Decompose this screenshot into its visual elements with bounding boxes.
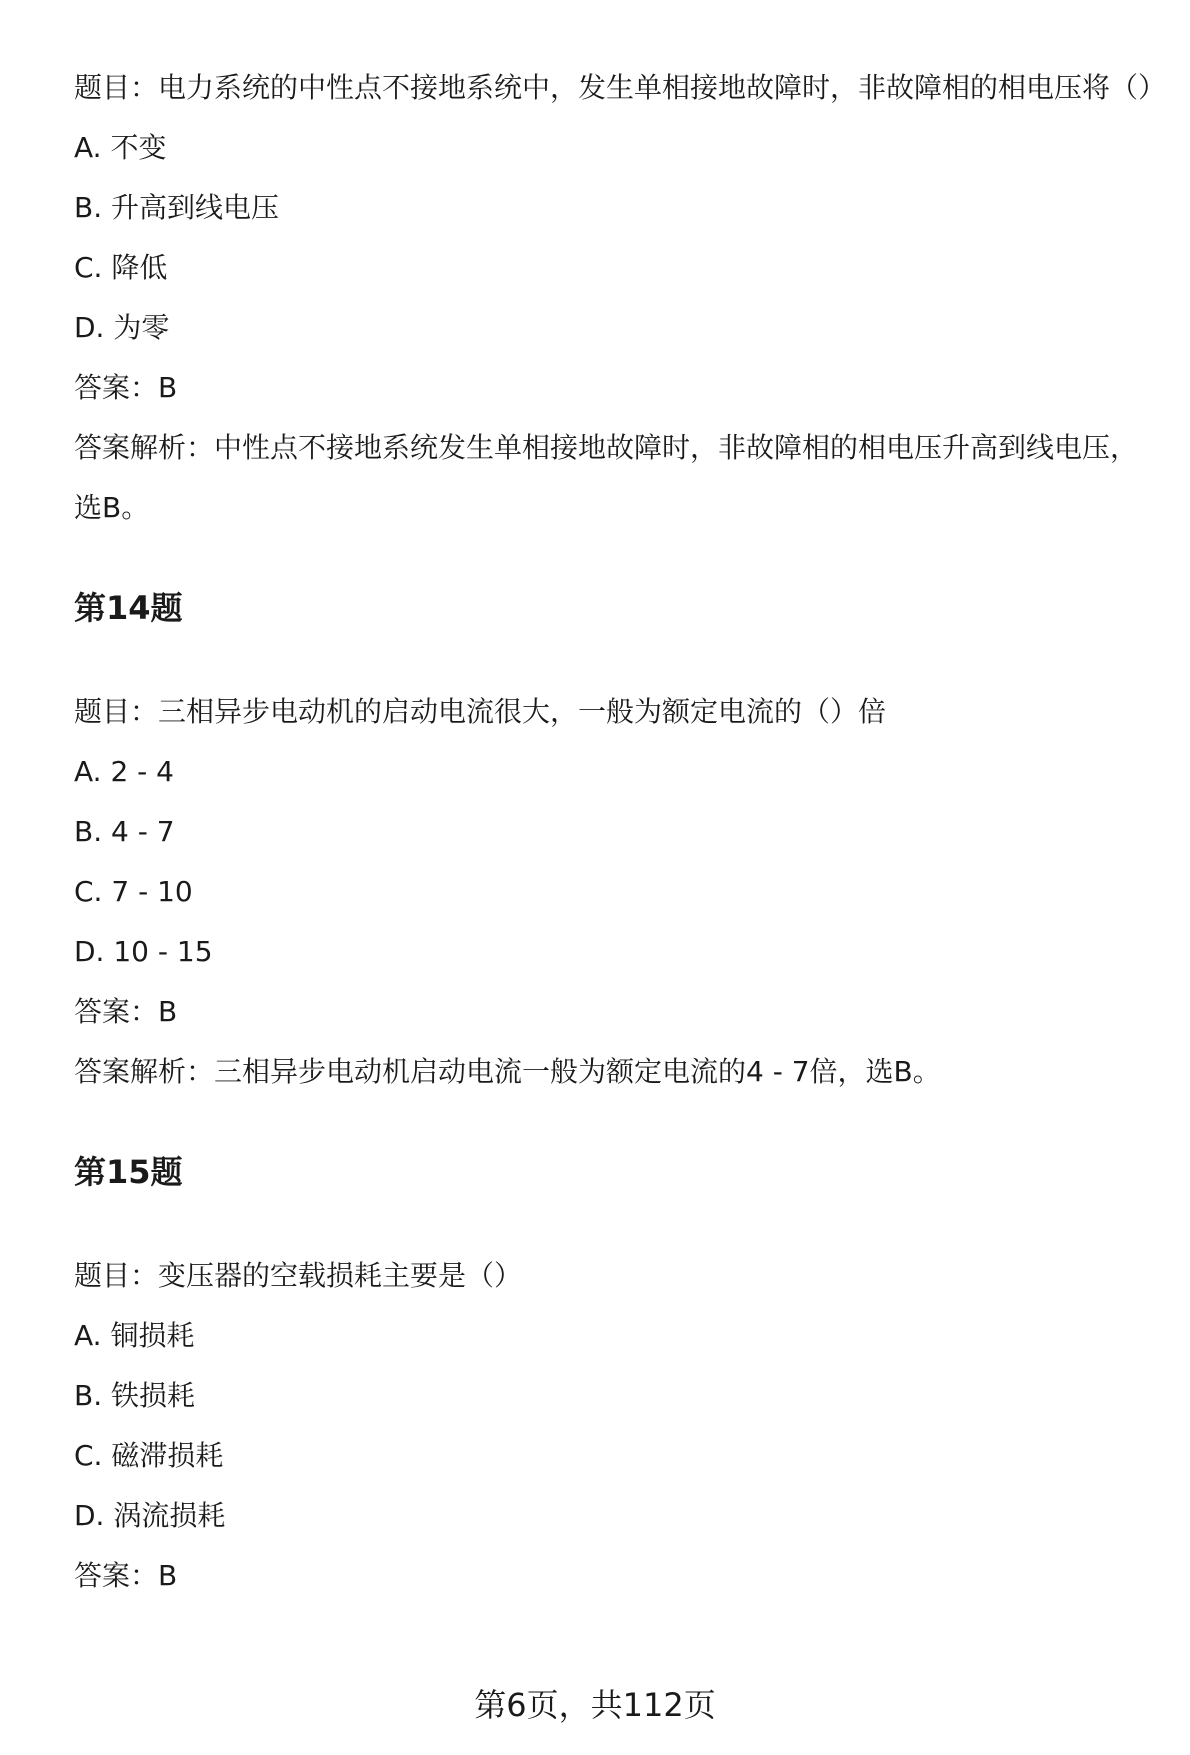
question-13-text: 题目：电力系统的中性点不接地系统中，发生单相接地故障时，非故障相的相电压将（）	[74, 71, 1167, 104]
question-14-block	[74, 578, 1164, 1102]
question-14-text: 题目：三相异步电动机的启动电流很大，一般为额定电流的（）倍	[74, 695, 887, 728]
question-14-heading: 第14题	[74, 589, 183, 627]
question-13-option-c: C. 降低	[74, 251, 168, 284]
question-13-option-d: D. 为零	[74, 311, 170, 344]
question-15-option-b: B. 铁损耗	[74, 1379, 196, 1412]
question-15-heading: 第15题	[74, 1153, 183, 1191]
question-14-option-d: D. 10 - 15	[74, 935, 213, 968]
question-14-option-b: B. 4 - 7	[74, 815, 175, 848]
question-14-explanation: 答案解析：三相异步电动机启动电流一般为额定电流的4 - 7倍，选B。	[74, 1055, 941, 1088]
question-13-option-a: A. 不变	[74, 131, 167, 164]
question-13-explanation: 答案解析：中性点不接地系统发生单相接地故障时，非故障相的相电压升高到线电压，选B。	[74, 431, 1139, 524]
question-15-block	[74, 1142, 1164, 1606]
question-15-option-a: A. 铜损耗	[74, 1319, 195, 1352]
question-13-block	[74, 58, 1167, 538]
question-14-option-a: A. 2 - 4	[74, 755, 174, 788]
question-13-answer: 答案：B	[74, 371, 178, 404]
question-15-text: 题目：变压器的空载损耗主要是（）	[74, 1259, 523, 1292]
question-13-option-b: B. 升高到线电压	[74, 191, 280, 224]
question-15-answer: 答案：B	[74, 1559, 178, 1592]
page-number-footer: 第6页，共112页	[474, 1686, 716, 1724]
question-14-option-c: C. 7 - 10	[74, 875, 193, 908]
question-14-answer: 答案：B	[74, 995, 178, 1028]
document-content	[74, 58, 1167, 1606]
question-15-option-c: C. 磁滞损耗	[74, 1439, 224, 1472]
question-15-option-d: D. 涡流损耗	[74, 1499, 226, 1532]
